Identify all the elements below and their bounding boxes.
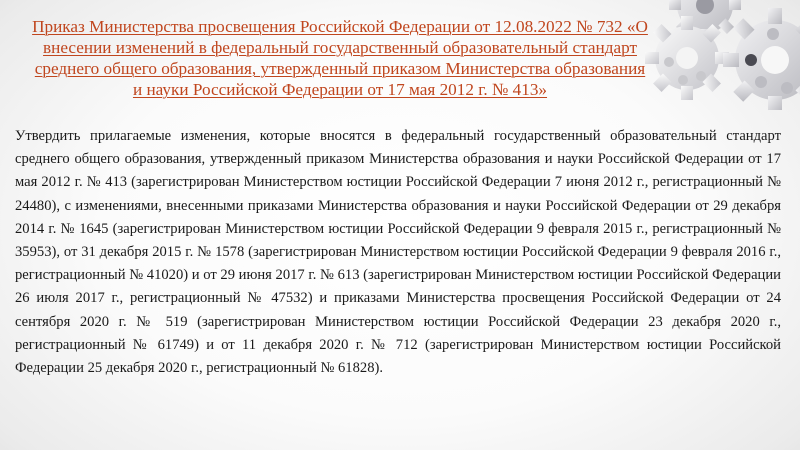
gears-icon [635, 0, 800, 110]
slide-title[interactable]: Приказ Министерства просвещения Российской Федерации от 12.08.2022 № 732 «О внесении изменений в федеральный государственный образовательный стандарт среднего общего образования, утвержденный приказом Министерства образования и науки Российской Федерации от 17 мая 2012 г. № 413» [32, 17, 648, 99]
slide-body-text: Утвердить прилагаемые изменения, которые вносятся в федеральный государственный образовательный стандарт среднего общего образования, утвержденный приказом Министерства образования и науки Российской Федерации от 17 мая 2012 г. № 413 (зарегистрирован Министерством юстиции Российской Федерации 7 июня 2012 г., регистрационный № 24480), с изменениями, внесенными приказами Министерства образования и науки Российской Федерации от 29 декабря 2014 г. № 1645 (зарегистрирован Министерством юстиции Российской Федерации 9 февраля 2015 г., регистрационный № 35953), от 31 декабря 2015 г. № 1578 (зарегистрирован Министерством юстиции Российской Федерации 9 февраля 2016 г., регистрационный № 41020) и от 29 июня 2017 г. № 613 (зарегистрирован Министерством юстиции Российской Федерации 26 июля 2017 г., регистрационный № 47532) и приказами Министерства просвещения Российской Федерации от 24 сентября 2020 г. № 519 (зарегистрирован Министерством юстиции Российской Федерации 23 декабря 2020 г., регистрационный № 61749) и от 11 декабря 2020 г. № 712 (зарегистрирован Министерством юстиции Российской Федерации 25 декабря 2020 г., регистрационный № 61828). [15, 128, 781, 377]
